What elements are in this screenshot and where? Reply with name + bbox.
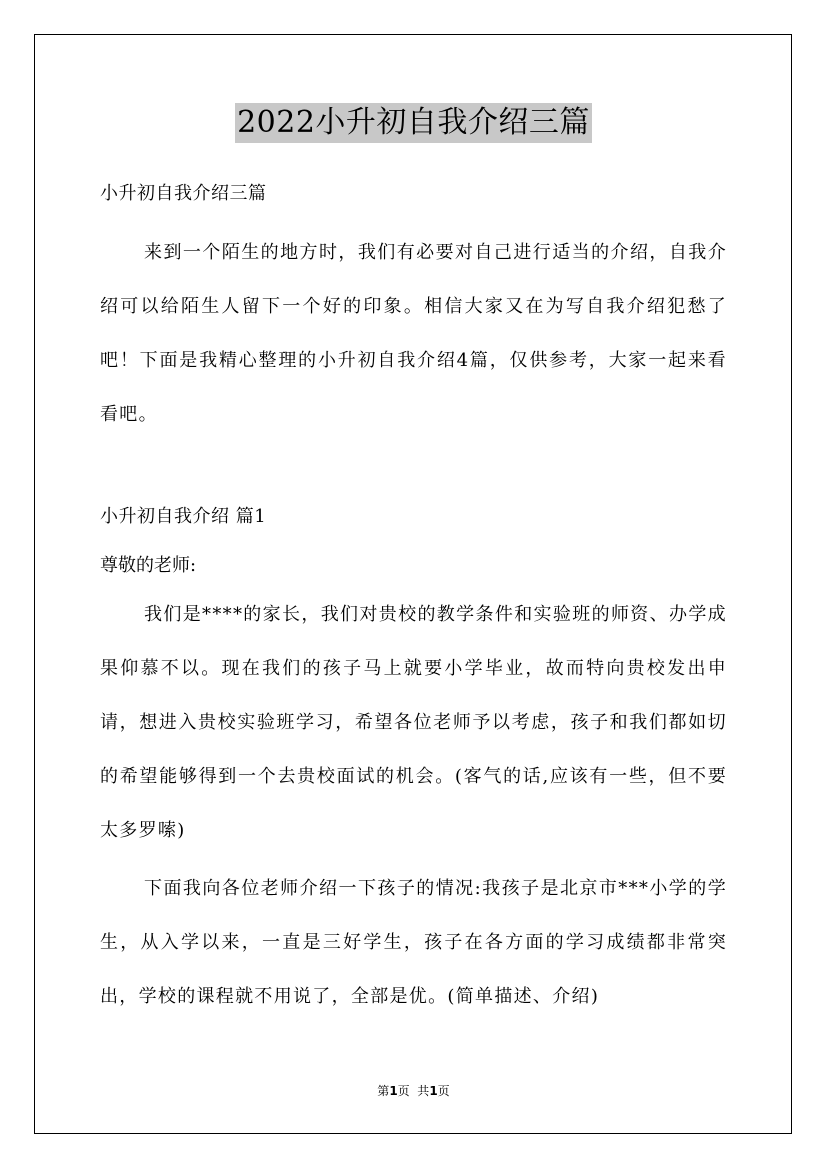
page-footer bbox=[0, 1082, 827, 1099]
footer-page-current: 1 bbox=[389, 1084, 398, 1098]
body-paragraph-2: 下面我向各位老师介绍一下孩子的情况:我孩子是北京市***小学的学生，从入学以来，一直是三好学生，孩子在各方面的学习成绩都非常突出，学校的课程就不用说了，全部是优。(简单描述、介绍) bbox=[100, 878, 727, 1007]
footer-page-suffix: 页 bbox=[437, 1084, 450, 1098]
title-container bbox=[0, 103, 827, 143]
document-body bbox=[100, 175, 727, 1024]
body-paragraph-1: 我们是****的家长，我们对贵校的教学条件和实验班的师资、办学成果仰慕不以。现在我们的孩子马上就要小学毕业，故而特向贵校发出申请，想进入贵校实验班学习，希望各位老师予以考虑，孩子和我们都如切的希望能够得到一个去贵校面试的机会。(客气的话,应该有一些，但不要太多罗嗦) bbox=[100, 604, 727, 841]
footer-page-prefix: 第 bbox=[377, 1084, 390, 1098]
footer-page-total: 1 bbox=[429, 1084, 438, 1098]
subtitle: 小升初自我介绍三篇 bbox=[100, 183, 267, 204]
footer-page-mid: 页 共 bbox=[397, 1084, 430, 1098]
intro-paragraph: 来到一个陌生的地方时，我们有必要对自己进行适当的介绍，自我介绍可以给陌生人留下一个好的印象。相信大家又在为写自我介绍犯愁了吧！下面是我精心整理的小升初自我介绍4篇，仅供参考，大家一起来看看吧。 bbox=[100, 242, 727, 425]
document-title: 2022小升初自我介绍三篇 bbox=[235, 103, 592, 143]
salutation: 尊敬的老师: bbox=[100, 555, 197, 576]
section-heading: 小升初自我介绍 篇1 bbox=[100, 506, 267, 527]
